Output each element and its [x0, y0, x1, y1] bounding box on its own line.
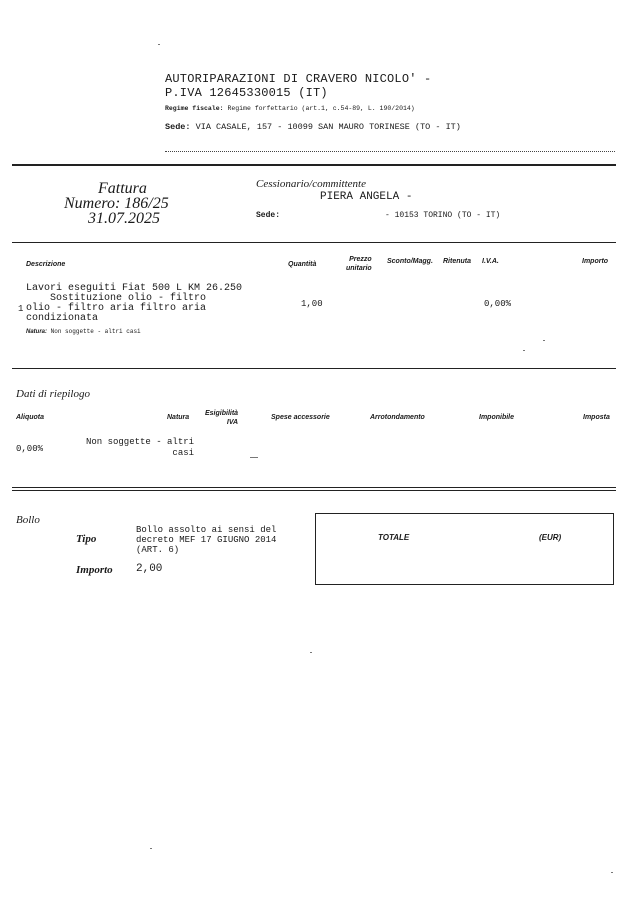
fiscal-regime — [165, 104, 415, 112]
row-nature — [26, 328, 141, 335]
fiscal-regime-label: Regime fiscale: — [165, 105, 224, 112]
scan-speck — [543, 340, 545, 341]
col-unit-price: Prezzo unitario — [346, 256, 372, 272]
row-quantity: 1,00 — [301, 299, 323, 309]
lines-top-rule — [12, 242, 616, 243]
issuer-address-value: VIA CASALE, 157 - 10099 SAN MAURO TORINESE (TO - IT) — [195, 122, 461, 132]
fiscal-regime-value: Regime forfettario (art.1, c.54-89, L. 190/2014) — [227, 105, 415, 112]
issuer-divider — [165, 151, 615, 152]
scan-speck — [250, 457, 258, 458]
stamp-heading: Bollo — [16, 514, 40, 526]
summary-rate: 0,00% — [16, 444, 44, 454]
summary-col-expenses: Spese accessorie — [271, 414, 330, 421]
summary-heading: Dati di riepilogo — [16, 388, 90, 400]
invoice-date: 31.07.2025 — [88, 210, 160, 227]
scan-speck — [611, 872, 613, 873]
invoice-title: Fattura — [98, 180, 147, 197]
col-quantity: Quantità — [288, 261, 317, 268]
summary-col-chargeability: Esigibilità IVA — [205, 410, 239, 426]
header-rule — [12, 164, 616, 166]
col-description: Descrizione — [26, 261, 66, 268]
scan-speck — [523, 350, 525, 351]
summary-col-nature: Natura — [167, 414, 190, 421]
col-discount: Sconto/Magg. — [387, 258, 433, 265]
summary-col-rounding: Arrotondamento — [370, 414, 425, 421]
summary-col-taxable: Imponibile — [479, 414, 514, 421]
customer-address-label: Sede: — [256, 211, 281, 220]
stamp-type-label: Tipo — [76, 533, 97, 545]
stamp-amount-value: 2,00 — [136, 563, 163, 575]
total-label: TOTALE — [378, 533, 410, 542]
scan-speck — [158, 44, 160, 45]
stamp-type-value: Bollo assolto ai sensi del decreto MEF 17 GIUGNO 2014 (ART. 6) — [136, 525, 277, 555]
col-amount: Importo — [582, 258, 609, 265]
issuer-vat: P.IVA 12645330015 (IT) — [165, 86, 328, 100]
summary-col-tax: Imposta — [583, 414, 610, 421]
total-currency: (EUR) — [539, 533, 562, 542]
row-description-line-1: Lavori eseguiti Fiat 500 L KM 26.250 — [26, 283, 243, 294]
row-nature-value: Non soggette - altri casi — [50, 328, 141, 335]
row-index: 1 — [18, 304, 24, 314]
lines-bottom-rule — [12, 368, 616, 369]
row-description-line-4: condizionata — [26, 313, 99, 324]
customer-name: PIERA ANGELA - — [320, 191, 413, 203]
stamp-amount-label: Importo — [76, 564, 113, 576]
scan-speck — [150, 848, 152, 849]
customer-address-value: - 10153 TORINO (TO - IT) — [385, 211, 501, 220]
summary-nature: Non soggette - altri casi — [86, 437, 195, 458]
row-description-line-2: Sostituzione olio - filtro — [26, 293, 207, 304]
total-box — [315, 513, 614, 585]
issuer-name: AUTORIPARAZIONI DI CRAVERO NICOLO' - — [165, 72, 432, 86]
summary-rule-2 — [12, 490, 616, 491]
summary-col-rate: Aliquota — [16, 414, 44, 421]
col-vat: I.V.A. — [482, 258, 499, 265]
summary-rule-1 — [12, 487, 616, 488]
row-vat: 0,00% — [484, 299, 512, 309]
scan-speck — [310, 652, 312, 653]
col-withholding: Ritenuta — [443, 258, 471, 265]
issuer-address-label: Sede: — [165, 122, 191, 132]
invoice-number: Numero: 186/25 — [64, 195, 169, 212]
customer-heading: Cessionario/committente — [256, 178, 366, 190]
issuer-address — [165, 122, 461, 132]
row-description-line-3: olio - filtro aria filtro aria — [26, 303, 207, 314]
row-nature-label: Natura: — [26, 329, 48, 335]
